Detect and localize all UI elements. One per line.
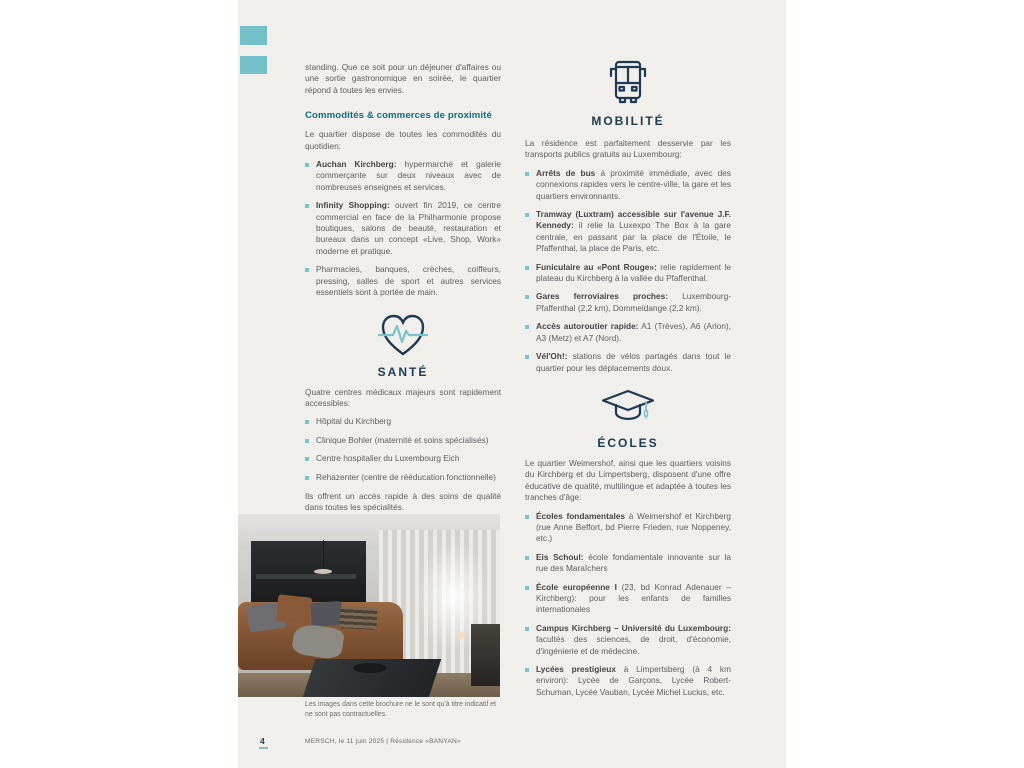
brochure-page [238, 0, 786, 768]
deco-teal-square-2 [240, 56, 267, 74]
list-item: Funiculaire au «Pont Rouge»: relie rapidement le plateau du Kirchberg à la vallée du Pfaffenthal. [525, 262, 731, 285]
list-item: Vél'Oh!: stations de vélos partagés dans tout le quartier pour les déplacements doux. [525, 351, 731, 374]
page-number: 4 [260, 736, 265, 746]
mobilite-lead: La résidence est parfaitement desservie par les transports publics gratuits au Luxembourg: [525, 138, 731, 160]
list-item: Arrêts de bus à proximité immédiate, avec des connexions rapides vers le centre-ville, la gare et les quartiers environnants. [525, 168, 731, 202]
list-item: Campus Kirchberg – Université du Luxembourg: facultés des sciences, de droit, d'économie, d'ingénierie et de médecine. [525, 623, 731, 657]
commodites-lead: Le quartier dispose de toutes les commodités du quotidien: [305, 129, 501, 151]
list-item: Lycées prestigieux à Limpertsberg (à 4 km environ): Lycée de Garçons, Lycée Robert-Schuman, Lycée Vauban, Lycée Michel Lucius, etc. [525, 664, 731, 698]
commodites-heading: Commodités & commerces de proximité [305, 110, 492, 122]
sante-outro: Ils offrent un accès rapide à des soins de qualité dans toutes les spécialités. [305, 490, 501, 513]
list-item: Eis Schoul: école fondamentale innovante sur la rue des Maraîchers [525, 552, 731, 575]
list-item: Tramway (Luxtram) accessible sur l'avenue J.F. Kennedy: il relie la Luxexpo The Box à la gare centrale, en passant par la place de l'Étoile, le Pfaffenthal, la place de Paris, etc. [525, 209, 731, 255]
list-item: École européenne I (23, bd Konrad Adenauer – Kirchberg): pour les enfants de familles internationales [525, 582, 731, 616]
list-item: Gares ferroviaires proches: Luxembourg-Pfaffenthal (2,2 km), Dommeldange (2,2 km). [525, 291, 731, 314]
photo-shelf [256, 574, 356, 579]
photo-sideboard [471, 624, 500, 686]
deco-teal-square-1 [240, 26, 267, 45]
mobilite-list [525, 168, 731, 374]
sante-list [305, 416, 501, 483]
mobilite-section-head [525, 56, 731, 128]
list-item: Clinique Bohler (maternité et soins spécialisés) [305, 435, 501, 446]
photo-pendant-lamp [314, 569, 332, 574]
list-item: Accès autoroutier rapide: A1 (Trèves), A6 (Arlon), A3 (Metz) et A7 (Nord). [525, 321, 731, 344]
list-item: Écoles fondamentales à Weimershof et Kirchberg (rue Anne Beffort, bd Pierre Frieden, rue Noppeney, etc.) [525, 511, 731, 545]
right-column [525, 56, 731, 698]
intro-paragraph: standing. Que ce soit pour un déjeuner d'affaires ou une sortie gastronomique en soirée, le quartier répond à toutes les envies. [305, 62, 501, 95]
page-number-underline [259, 747, 268, 749]
list-item: Auchan Kirchberg: hypermarché et galerie commerçante sur deux niveaux avec de nombreuses enseignes et services. [305, 159, 501, 193]
ecoles-section-head [525, 388, 731, 450]
ecoles-heading: ÉCOLES [597, 435, 659, 450]
ecoles-lead: Le quartier Weimershof, ainsi que les quartiers voisins du Kirchberg et du Limpertsberg, disposent d'une offre éducative de qualité, multilingue et adaptée à toutes les tranches d'âge: [525, 457, 731, 503]
commodites-list [305, 159, 501, 298]
list-item: Pharmacies, banques, crèches, coiffeurs, pressing, salles de sport et autres services essentiels sont à portée de main. [305, 264, 501, 298]
ecoles-list [525, 511, 731, 699]
sante-section-head [305, 313, 501, 379]
footer-text: MERSCH, le 11 juin 2025 | Résidence «BANYAN» [305, 738, 461, 745]
photo-pillow [311, 601, 344, 627]
left-column [305, 62, 501, 514]
list-item: Infinity Shopping: ouvert fin 2019, ce centre commercial en face de la Philharmonie propose boutiques, salons de beauté, restauration et bureaux dans un concept «Live, Shop, Work» moderne et pratique. [305, 200, 501, 257]
living-room-photo [238, 514, 500, 697]
list-item: Centre hospitalier du Luxembourg Eich [305, 453, 501, 464]
sante-heading: SANTÉ [377, 364, 429, 379]
photo-lamp-cord [323, 540, 324, 569]
photo-pillow [276, 595, 313, 626]
graduation-cap-icon [525, 388, 731, 430]
list-item: Rehazenter (centre de rééducation fonctionnelle) [305, 472, 501, 483]
list-item: Hôpital du Kirchberg [305, 416, 501, 427]
mobilite-heading: MOBILITÉ [591, 114, 665, 128]
heart-pulse-icon [305, 313, 501, 359]
bus-icon [525, 56, 731, 108]
photo-pillow [340, 606, 378, 630]
sante-lead: Quatre centres médicaux majeurs sont rapidement accessibles: [305, 386, 501, 408]
photo-caption: Les images dans cette brochure ne le sont qu'à titre indicatif et ne sont pas contractuelles. [305, 701, 496, 718]
